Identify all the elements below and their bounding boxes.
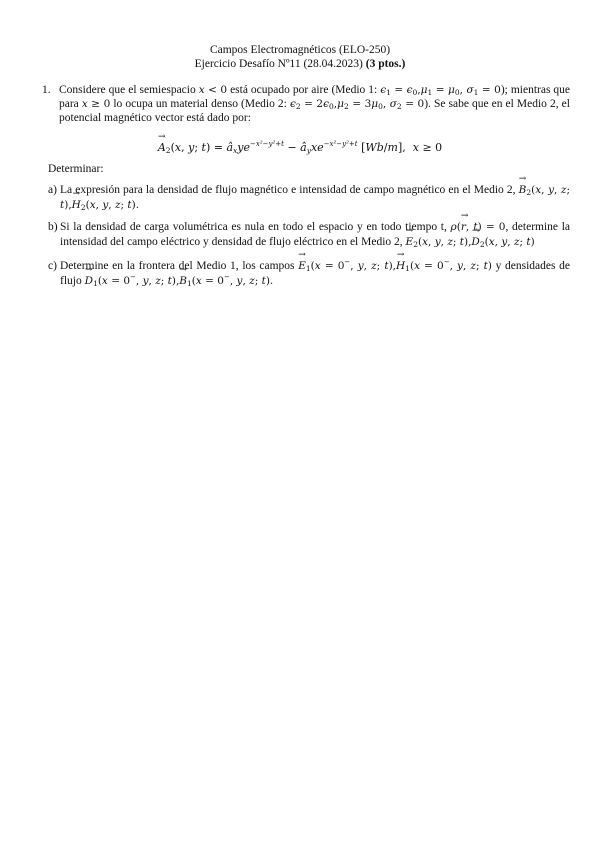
- item-a: [48, 183, 570, 212]
- problem-1: [42, 83, 570, 125]
- course-title: Campos Electromagnéticos (ELO-250): [209, 44, 391, 56]
- math-rho-zero: ρ(→ r, t) = 0: [451, 221, 506, 233]
- problem-text-4: lo ocupa un material denso (Medio 2:: [113, 98, 287, 110]
- problem-statement: [59, 83, 570, 125]
- item-c: [48, 259, 570, 288]
- item-a-text: La expresión para la densidad de flujo magnético e intensidad de campo magnético en el Medio 2,: [60, 184, 516, 196]
- points-label: (3 ptos.): [365, 58, 406, 70]
- problem-number: 1.: [42, 84, 51, 96]
- item-c-text-2: y densidades de flujo: [60, 260, 570, 287]
- math-x-lt-0: x < 0: [198, 84, 228, 96]
- item-b-label: b): [48, 221, 58, 233]
- exercise-label: Ejercicio Desafío Nº11 (28.04.2023): [194, 58, 363, 70]
- math-E1-H1: → $E_1(x = 0^-$, y, z; $t),\to H_1(x = 0^-$, y, z; t): [298, 260, 492, 272]
- math-x-ge-0: x ≥ 0: [81, 98, 111, 110]
- item-b-text-1: Si la densidad de carga volumétrica es nula en todo el espacio y en todo tiempo t,: [60, 221, 447, 233]
- math-B2-H2: → $B_2(x$, y, z; $t),\to H_2(x$, y, z; t).: [60, 184, 570, 211]
- item-c-label: c): [48, 260, 57, 272]
- item-b-text-2: , determine la intensidad del campo eléctrico y densidad de flujo eléctrico en el Medio 2,: [60, 221, 571, 248]
- math-E2-D2: → $E_2(x$, y, z; $t),\to D_2(x$, y, z; t): [406, 236, 535, 248]
- problem-text-1: Considere que el semiespacio: [59, 84, 196, 96]
- math-D1-B1: → $D_1(x = 0^-$, y, z; $t),\to B_1(x = 0^-$, y, z; t).: [85, 275, 274, 287]
- exam-header: [0, 43, 600, 71]
- math-medio1-params: $\epsilon_1 = \epsilon_0,\mu_1 = \mu_0$, $\sigma_1 = 0$: [380, 84, 501, 97]
- item-c-text-1: Determine en la frontera del Medio 1, los campos: [60, 260, 295, 272]
- determinar-label: Determinar:: [48, 163, 104, 175]
- problem-text-5: ). Se sabe que en el Medio 2, el potencial magnético vector está dado por:: [59, 98, 570, 124]
- item-b: [48, 220, 570, 249]
- problem-text-2: está ocupado por aire (Medio 1:: [230, 84, 378, 96]
- problem-text-3: ); mientras que para: [59, 84, 571, 110]
- vector-potential-formula: → $A_2(x$, y; $t) = â_xye^{-x^2-y^2+t}$ − $â_yxe^{-x^2-y^2+t}$ [Wb/m], x ≥ 0: [0, 141, 600, 154]
- exercise-title: [0, 57, 600, 71]
- math-medio2-params: $\epsilon_2 = 2\epsilon_0,\mu_2 = 3\mu_0$, $\sigma_2 = 0$: [289, 98, 425, 111]
- item-a-label: a): [48, 184, 57, 196]
